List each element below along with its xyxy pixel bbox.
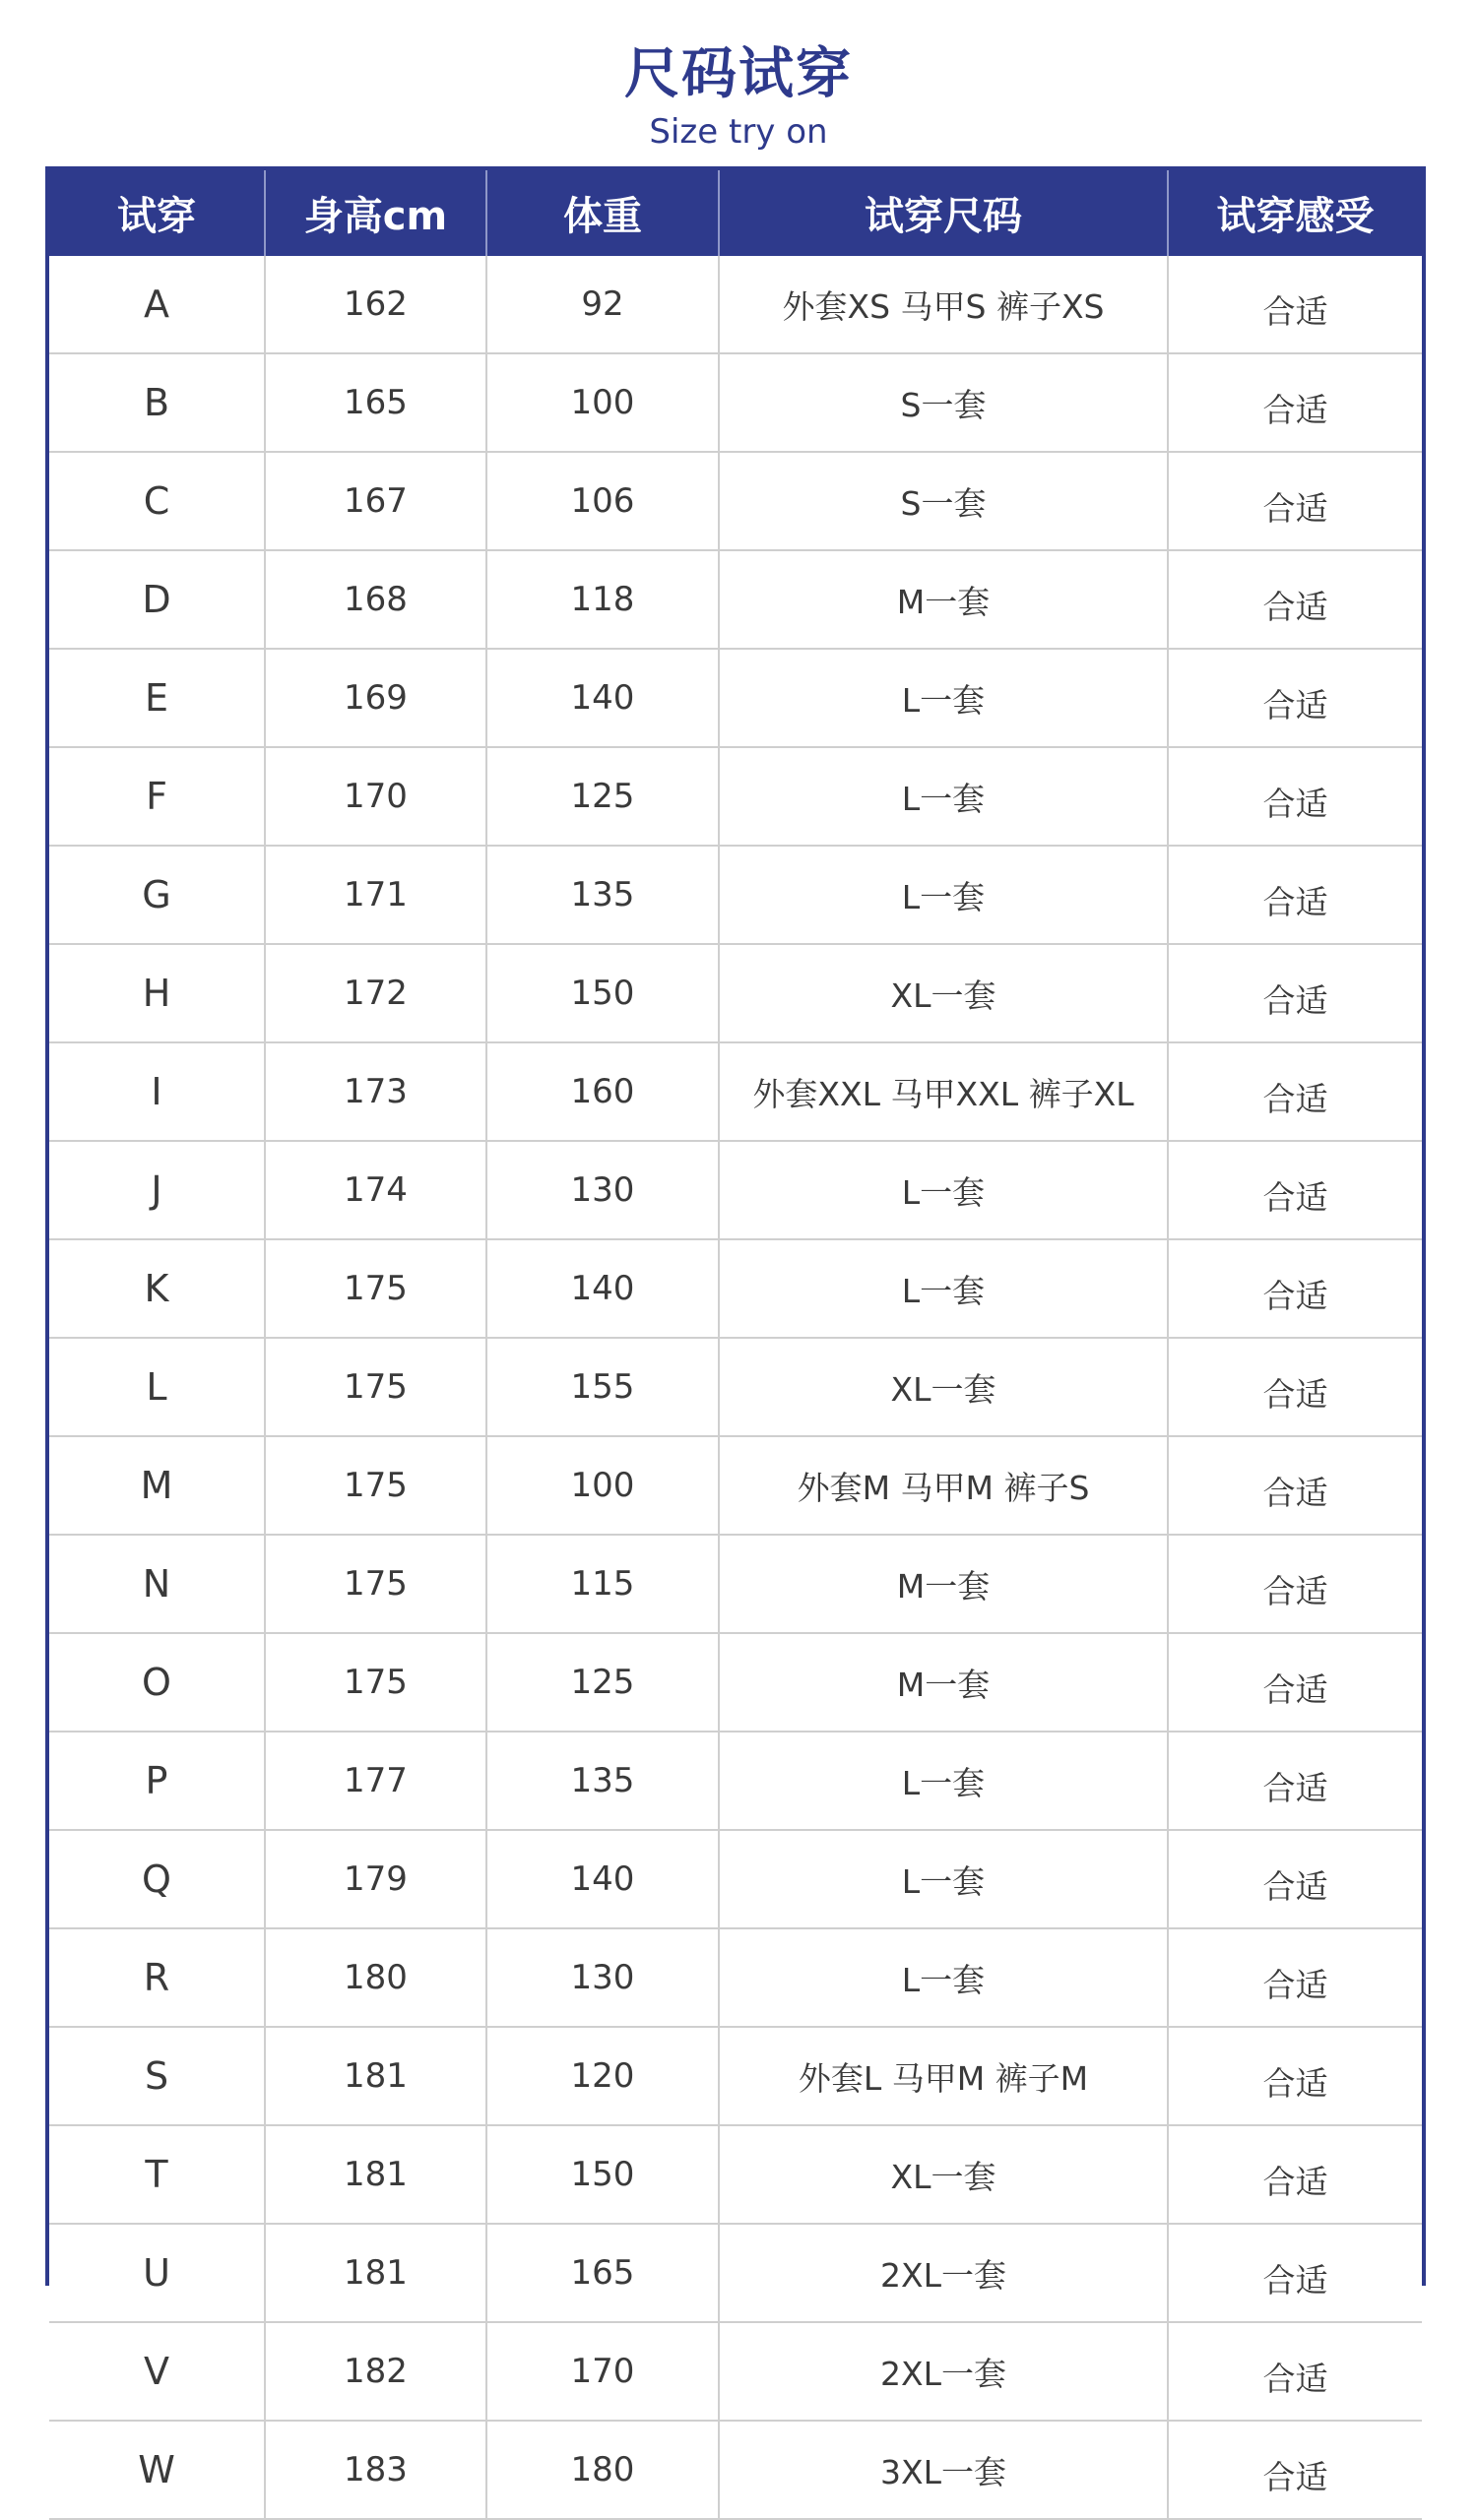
- cell-height: 183: [265, 2421, 486, 2519]
- cell-size: 外套XS 马甲S 裤子XS: [719, 256, 1168, 353]
- table-row: [49, 649, 1422, 747]
- cell-feel: 合适: [1168, 1436, 1422, 1535]
- cell-tester: A: [49, 256, 265, 353]
- cell-height: 162: [265, 256, 486, 353]
- cell-height: 169: [265, 649, 486, 747]
- title-block: [0, 39, 1477, 154]
- cell-height: 181: [265, 2125, 486, 2224]
- cell-height: 180: [265, 1928, 486, 2027]
- cell-tester: M: [49, 1436, 265, 1535]
- cell-size: L一套: [719, 1928, 1168, 2027]
- cell-height: 175: [265, 1338, 486, 1436]
- cell-tester: K: [49, 1239, 265, 1338]
- cell-height: 174: [265, 1141, 486, 1239]
- header-tester: 试穿: [49, 170, 265, 256]
- cell-tester: T: [49, 2125, 265, 2224]
- cell-height: 179: [265, 1830, 486, 1928]
- table-row: [49, 1436, 1422, 1535]
- cell-height: 167: [265, 452, 486, 550]
- cell-feel: 合适: [1168, 2027, 1422, 2125]
- cell-feel: 合适: [1168, 1141, 1422, 1239]
- cell-feel: 合适: [1168, 1732, 1422, 1830]
- cell-size: L一套: [719, 1141, 1168, 1239]
- cell-size: M一套: [719, 550, 1168, 649]
- cell-weight: 150: [486, 944, 719, 1042]
- cell-feel: 合适: [1168, 1928, 1422, 2027]
- cell-tester: L: [49, 1338, 265, 1436]
- header-height: 身高cm: [265, 170, 486, 256]
- cell-tester: C: [49, 452, 265, 550]
- cell-feel: 合适: [1168, 2125, 1422, 2224]
- table-row: [49, 2125, 1422, 2224]
- cell-weight: 106: [486, 452, 719, 550]
- cell-tester: S: [49, 2027, 265, 2125]
- cell-weight: 125: [486, 1633, 719, 1732]
- cell-feel: 合适: [1168, 2421, 1422, 2519]
- cell-size: S一套: [719, 452, 1168, 550]
- cell-height: 175: [265, 1239, 486, 1338]
- cell-size: L一套: [719, 1732, 1168, 1830]
- cell-height: 175: [265, 1436, 486, 1535]
- cell-feel: 合适: [1168, 1239, 1422, 1338]
- cell-size: 外套XXL 马甲XXL 裤子XL: [719, 1042, 1168, 1141]
- table-row: [49, 353, 1422, 452]
- cell-feel: 合适: [1168, 1633, 1422, 1732]
- table-row: [49, 1830, 1422, 1928]
- cell-size: XL一套: [719, 2125, 1168, 2224]
- cell-weight: 140: [486, 1239, 719, 1338]
- table-row: [49, 256, 1422, 353]
- cell-tester: R: [49, 1928, 265, 2027]
- cell-weight: 100: [486, 353, 719, 452]
- cell-weight: 118: [486, 550, 719, 649]
- cell-weight: 92: [486, 256, 719, 353]
- cell-tester: B: [49, 353, 265, 452]
- cell-size: M一套: [719, 1535, 1168, 1633]
- table-row: [49, 550, 1422, 649]
- table-row: [49, 2322, 1422, 2421]
- cell-weight: 155: [486, 1338, 719, 1436]
- table-body: [49, 256, 1422, 2519]
- cell-size: L一套: [719, 1830, 1168, 1928]
- cell-height: 182: [265, 2322, 486, 2421]
- cell-feel: 合适: [1168, 944, 1422, 1042]
- cell-feel: 合适: [1168, 649, 1422, 747]
- cell-feel: 合适: [1168, 1535, 1422, 1633]
- cell-height: 170: [265, 747, 486, 846]
- cell-height: 175: [265, 1633, 486, 1732]
- table-row: [49, 452, 1422, 550]
- header-feel: 试穿感受: [1168, 170, 1422, 256]
- table-header-row: [49, 170, 1422, 256]
- cell-size: XL一套: [719, 944, 1168, 1042]
- cell-weight: 100: [486, 1436, 719, 1535]
- table-row: [49, 1535, 1422, 1633]
- cell-feel: 合适: [1168, 1830, 1422, 1928]
- cell-weight: 135: [486, 1732, 719, 1830]
- cell-tester: Q: [49, 1830, 265, 1928]
- cell-size: 3XL一套: [719, 2421, 1168, 2519]
- cell-tester: E: [49, 649, 265, 747]
- cell-weight: 130: [486, 1141, 719, 1239]
- cell-height: 181: [265, 2027, 486, 2125]
- cell-height: 173: [265, 1042, 486, 1141]
- table-row: [49, 944, 1422, 1042]
- table-row: [49, 1928, 1422, 2027]
- cell-size: L一套: [719, 1239, 1168, 1338]
- table-row: [49, 1141, 1422, 1239]
- table-row: [49, 1338, 1422, 1436]
- cell-weight: 125: [486, 747, 719, 846]
- cell-weight: 120: [486, 2027, 719, 2125]
- table-row: [49, 2421, 1422, 2519]
- table-row: [49, 1732, 1422, 1830]
- cell-weight: 140: [486, 1830, 719, 1928]
- table-row: [49, 1239, 1422, 1338]
- cell-tester: W: [49, 2421, 265, 2519]
- cell-height: 175: [265, 1535, 486, 1633]
- cell-height: 168: [265, 550, 486, 649]
- cell-feel: 合适: [1168, 1338, 1422, 1436]
- cell-feel: 合适: [1168, 2224, 1422, 2322]
- cell-weight: 140: [486, 649, 719, 747]
- cell-tester: H: [49, 944, 265, 1042]
- cell-size: L一套: [719, 649, 1168, 747]
- size-table-container: [45, 166, 1426, 2496]
- header-size: 试穿尺码: [719, 170, 1168, 256]
- cell-feel: 合适: [1168, 452, 1422, 550]
- cell-height: 181: [265, 2224, 486, 2322]
- cell-tester: O: [49, 1633, 265, 1732]
- cell-feel: 合适: [1168, 550, 1422, 649]
- cell-size: 2XL一套: [719, 2322, 1168, 2421]
- cell-tester: N: [49, 1535, 265, 1633]
- table-row: [49, 1633, 1422, 1732]
- size-try-on-table: [49, 170, 1422, 2520]
- cell-size: 2XL一套: [719, 2224, 1168, 2322]
- cell-tester: I: [49, 1042, 265, 1141]
- cell-feel: 合适: [1168, 1042, 1422, 1141]
- header-weight: 体重: [486, 170, 719, 256]
- page-subtitle: Size try on: [649, 112, 828, 152]
- cell-tester: J: [49, 1141, 265, 1239]
- cell-feel: 合适: [1168, 256, 1422, 353]
- cell-weight: 115: [486, 1535, 719, 1633]
- cell-size: 外套L 马甲M 裤子M: [719, 2027, 1168, 2125]
- cell-feel: 合适: [1168, 353, 1422, 452]
- table-row: [49, 2224, 1422, 2322]
- table-row: [49, 846, 1422, 944]
- cell-height: 171: [265, 846, 486, 944]
- table-row: [49, 747, 1422, 846]
- cell-feel: 合适: [1168, 747, 1422, 846]
- cell-weight: 170: [486, 2322, 719, 2421]
- cell-height: 177: [265, 1732, 486, 1830]
- cell-size: L一套: [719, 747, 1168, 846]
- cell-height: 165: [265, 353, 486, 452]
- cell-size: XL一套: [719, 1338, 1168, 1436]
- cell-size: S一套: [719, 353, 1168, 452]
- cell-tester: V: [49, 2322, 265, 2421]
- cell-size: L一套: [719, 846, 1168, 944]
- cell-weight: 150: [486, 2125, 719, 2224]
- table-row: [49, 2027, 1422, 2125]
- cell-tester: F: [49, 747, 265, 846]
- cell-tester: D: [49, 550, 265, 649]
- cell-weight: 180: [486, 2421, 719, 2519]
- cell-weight: 135: [486, 846, 719, 944]
- cell-weight: 165: [486, 2224, 719, 2322]
- cell-height: 172: [265, 944, 486, 1042]
- cell-tester: U: [49, 2224, 265, 2322]
- cell-feel: 合适: [1168, 2322, 1422, 2421]
- cell-weight: 160: [486, 1042, 719, 1141]
- cell-size: M一套: [719, 1633, 1168, 1732]
- page-title: 尺码试穿: [624, 42, 853, 106]
- table-row: [49, 1042, 1422, 1141]
- cell-size: 外套M 马甲M 裤子S: [719, 1436, 1168, 1535]
- cell-feel: 合适: [1168, 846, 1422, 944]
- cell-weight: 130: [486, 1928, 719, 2027]
- cell-tester: G: [49, 846, 265, 944]
- cell-tester: P: [49, 1732, 265, 1830]
